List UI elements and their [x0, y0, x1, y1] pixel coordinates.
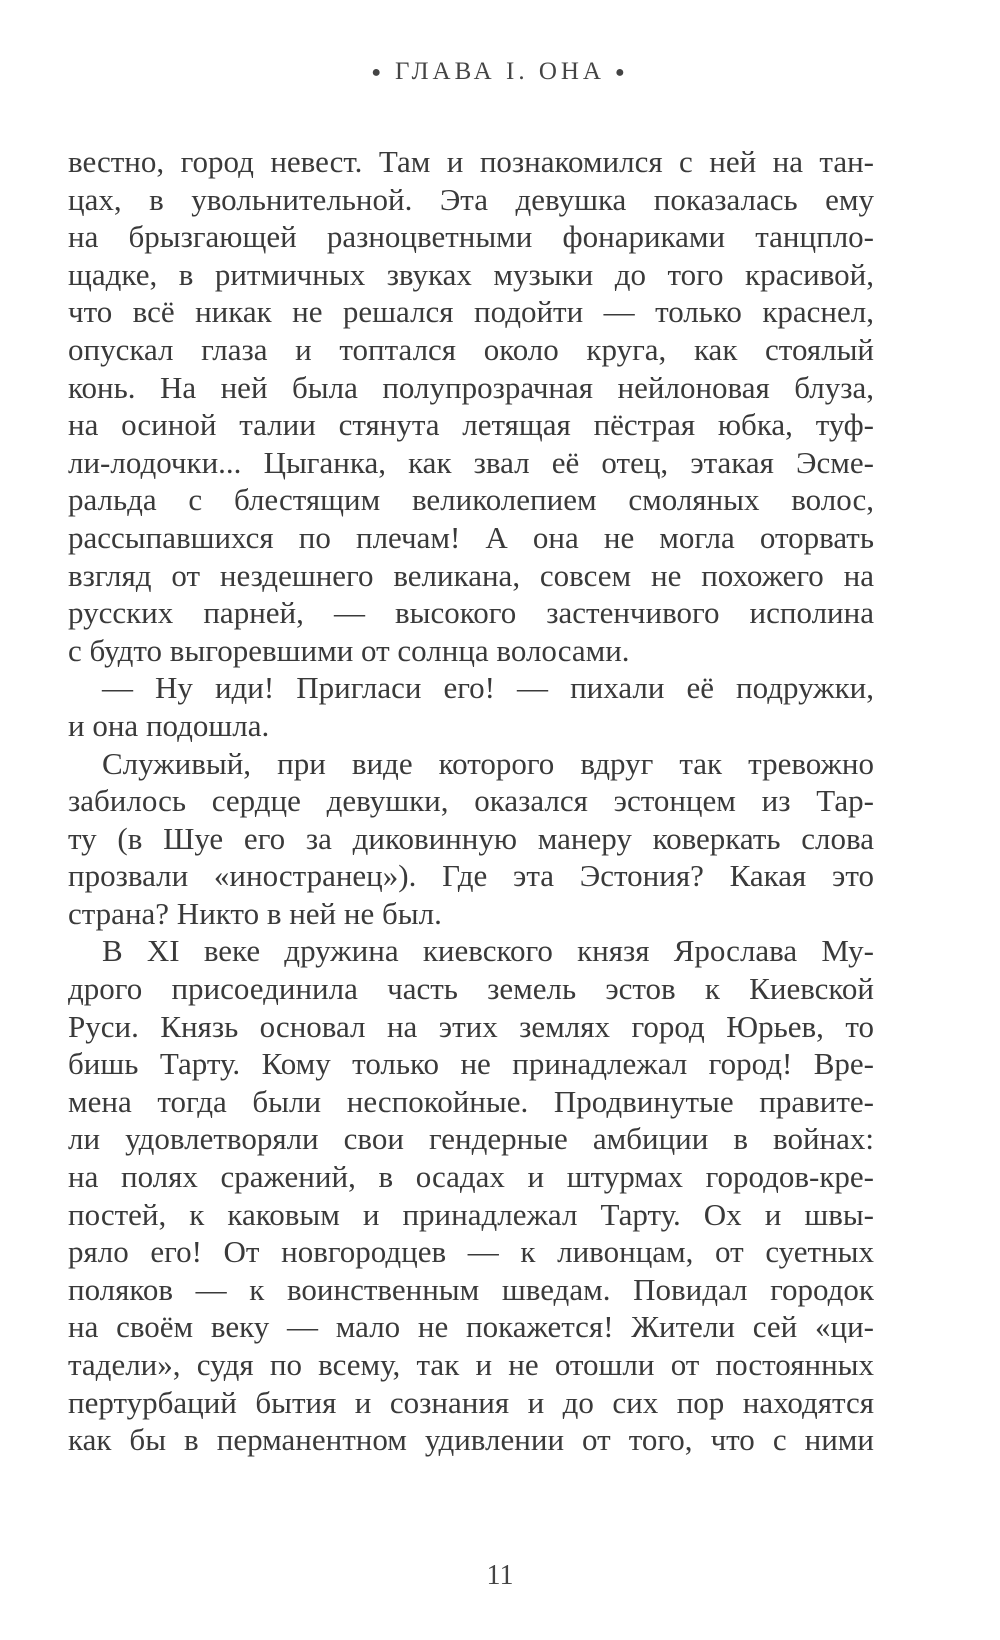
- text-line: рассыпавшихся по плечам! А она не могла оторвать: [68, 519, 874, 555]
- text-line: мена тогда были неспокойные. Продвинутые правите-: [68, 1083, 874, 1119]
- text-line: Служивый, при виде которого вдруг так тревожно: [102, 745, 874, 781]
- text-line: русских парней, — высокого застенчивого исполина: [68, 595, 874, 631]
- text-line: как бы в перманентном удивлении от того, что с ними: [68, 1422, 874, 1458]
- bullet-ornament-left: ●: [371, 64, 385, 82]
- text-line: Руси. Князь основал на этих землях город Юрьев, то: [68, 1008, 874, 1044]
- text-line: что всё никак не решался подойти — только краснел,: [68, 294, 874, 330]
- text-line: и она подошла.: [68, 707, 270, 743]
- text-line: ли удовлетворяли свои гендерные амбиции в войнах:: [68, 1121, 874, 1157]
- text-line: опускал глаза и топтался около круга, как стоялый: [68, 331, 874, 367]
- text-line: взгляд от нездешнего великана, совсем не похожего на: [68, 557, 874, 593]
- text-line: ряло его! От новгородцев — к ливонцам, от суетных: [68, 1234, 874, 1270]
- text-line: поляков — к воинственным шведам. Повидал городок: [68, 1271, 874, 1307]
- text-line: В XI веке дружина киевского князя Ярослава Му-: [102, 933, 874, 969]
- text-line: вестно, город невест. Там и познакомился с ней на тан-: [68, 144, 874, 179]
- text-line: на брызгающей разноцветными фонариками танцпло-: [68, 219, 874, 255]
- text-line: с будто выгоревшими от солнца волосами.: [68, 632, 630, 668]
- text-line: бишь Тарту. Кому только не принадлежал город! Вре-: [68, 1046, 874, 1082]
- text-line: на осиной талии стянута летящая пёстрая юбка, туф-: [68, 407, 874, 443]
- text-line: забилось сердце девушки, оказался эстонцем из Тар-: [68, 783, 874, 819]
- text-line: прозвали «иностранец»). Где эта Эстония? Какая это: [68, 858, 874, 894]
- text-line: — Ну иди! Пригласи его! — пихали её подружки,: [102, 670, 874, 706]
- text-line: щадке, в ритмичных звуках музыки до того красивой,: [68, 256, 874, 292]
- text-line: страна? Никто в ней не был.: [68, 895, 442, 931]
- text-line: тадели», судя по всему, так и не отошли от постоянных: [68, 1347, 874, 1382]
- page-number: 11: [486, 1560, 514, 1591]
- running-head: [0, 58, 1000, 86]
- text-line: конь. На ней была полупрозрачная нейлоновая блуза,: [68, 369, 874, 405]
- chapter-title: ГЛАВА I. ОНА: [395, 58, 605, 85]
- text-line: ральда с блестящим великолепием смоляных волос,: [68, 482, 874, 518]
- bullet-ornament-right: ●: [614, 64, 629, 82]
- text-line: на своём веку — мало не покажется! Жители сей «ци-: [68, 1309, 874, 1345]
- text-line: на полях сражений, в осадах и штурмах городов-кре-: [68, 1159, 874, 1195]
- text-line: ту (в Шуе его за диковинную манеру коверкать слова: [68, 820, 874, 856]
- text-line: цах, в увольнительной. Эта девушка показалась ему: [68, 181, 874, 217]
- body-text: [68, 143, 874, 1459]
- text-line: дрого присоединила часть земель эстов к Киевской: [68, 971, 874, 1007]
- text-line: ли-лодочки... Цыганка, как звал её отец, этакая Эсме-: [68, 444, 874, 480]
- text-line: постей, к каковым и принадлежал Тарту. Ох и швы-: [68, 1196, 874, 1232]
- text-line: пертурбаций бытия и сознания и до сих пор находятся: [68, 1384, 874, 1420]
